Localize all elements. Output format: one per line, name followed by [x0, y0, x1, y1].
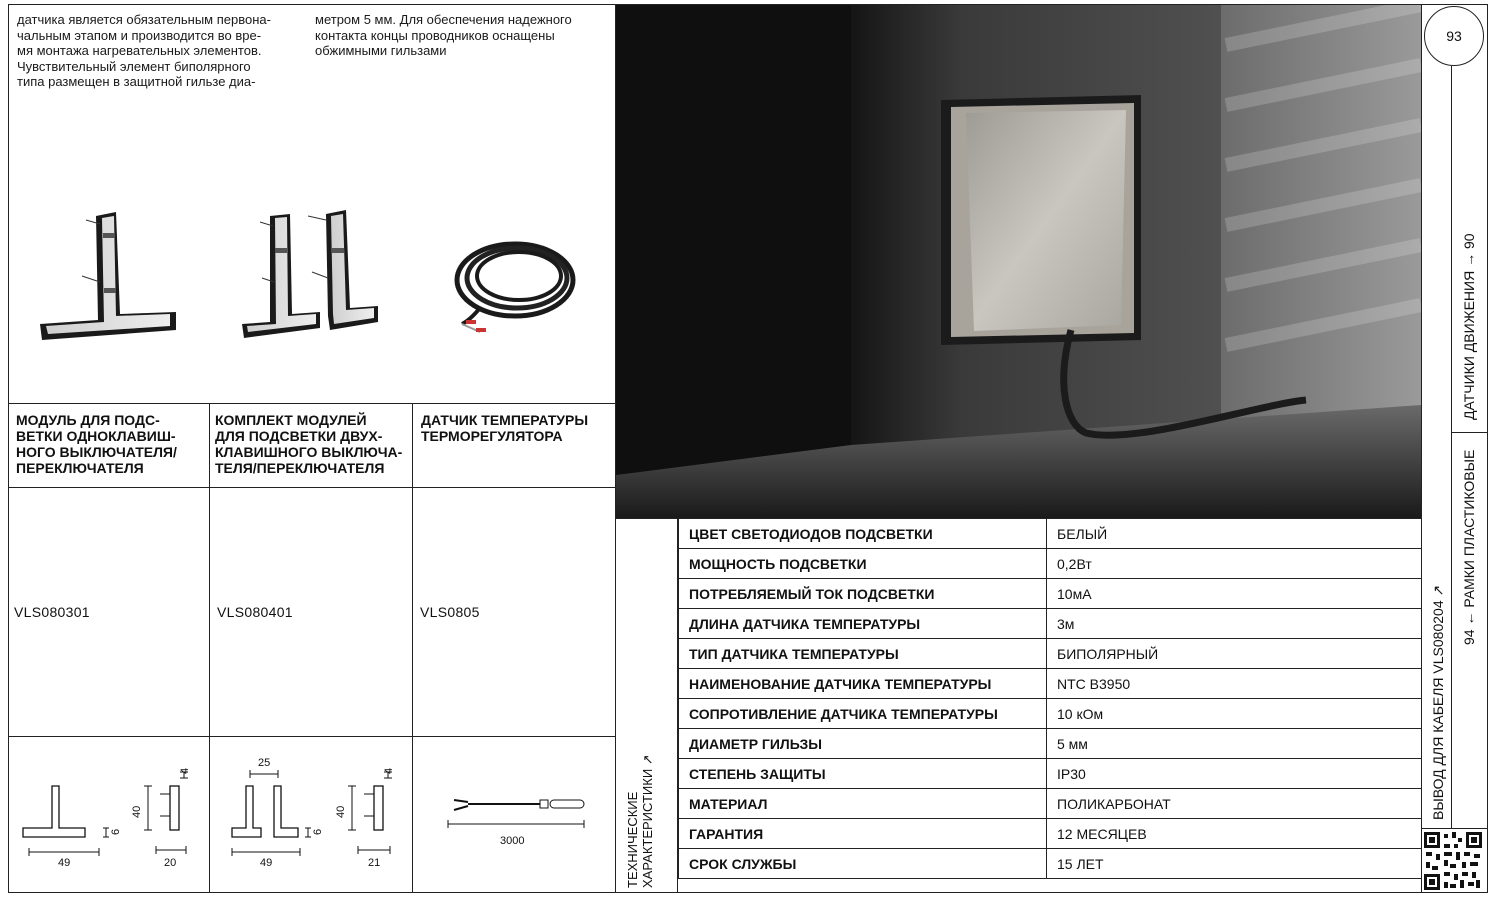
divider: [8, 487, 615, 488]
specs-row: [679, 729, 1422, 759]
section-link[interactable]: ВЫВОД ДЛЯ КАБЕЛЯ VLS080204 ↗: [1430, 584, 1446, 820]
specs-section-label: ТЕХНИЧЕСКИЕ ХАРАКТЕРИСТИКИ ↗: [625, 754, 655, 888]
spec-key: НАИМЕНОВАНИЕ ДАТЧИКА ТЕМПЕРАТУРЫ: [679, 669, 1047, 699]
specs-row: [679, 519, 1422, 549]
spec-value: 3м: [1047, 609, 1422, 639]
spec-key: МАТЕРИАЛ: [679, 789, 1047, 819]
divider: [8, 736, 615, 737]
dimension-drawing-double: [222, 748, 407, 878]
product-title: КОМПЛЕКТ МОДУЛЕЙ ДЛЯ ПОДСВЕТКИ ДВУХ- КЛАВИШНОГО ВЫКЛЮЧА- ТЕЛЯ/ПЕРЕКЛЮЧАТЕЛЯ: [215, 412, 403, 476]
spec-key: ПОТРЕБЛЯЕМЫЙ ТОК ПОДСВЕТКИ: [679, 579, 1047, 609]
product-code: VLS0805: [420, 604, 480, 620]
spec-value: IP30: [1047, 759, 1422, 789]
dim-top: 4: [383, 767, 395, 774]
spec-value: БИПОЛЯРНЫЙ: [1047, 639, 1422, 669]
dim-top: 4: [179, 767, 191, 774]
spec-key: СОПРОТИВЛЕНИЕ ДАТЧИКА ТЕМПЕРАТУРЫ: [679, 699, 1047, 729]
product-image-single-module: [30, 208, 180, 353]
dimension-drawing-single: [20, 748, 205, 878]
product-code: VLS080301: [14, 604, 90, 620]
product-image-double-module: [238, 208, 388, 353]
intro-text-col1: датчика является обязательным первона- чальным этапом и производится во вре- мя монтажа нагревательных элементов. Чувствительный элемент биполярного типа размещен в защитной гильзе диа-: [17, 12, 271, 89]
dim-length: 3000: [500, 835, 525, 847]
spec-value: 12 МЕСЯЦЕВ: [1047, 819, 1422, 849]
spec-key: СТЕПЕНЬ ЗАЩИТЫ: [679, 759, 1047, 789]
page-number: [1424, 6, 1484, 66]
dim-depth: 20: [164, 857, 177, 869]
divider: [209, 404, 210, 893]
dim-thickness: 6: [312, 828, 324, 835]
dim-height: 40: [131, 805, 143, 818]
specs-row: [679, 549, 1422, 579]
spec-key: СРОК СЛУЖБЫ: [679, 849, 1047, 879]
specs-row: [679, 819, 1422, 849]
spec-key: ДЛИНА ДАТЧИКА ТЕМПЕРАТУРЫ: [679, 609, 1047, 639]
intro-text-col2: метром 5 мм. Для обеспечения надежного контакта концы проводников оснащены обжимными гильзами: [315, 12, 572, 58]
dimension-drawing-sensor: [440, 780, 590, 855]
product-title: МОДУЛЬ ДЛЯ ПОДС- ВЕТКИ ОДНОКЛАВИШ- НОГО ВЫКЛЮЧАТЕЛЯ/ ПЕРЕКЛЮЧАТЕЛЯ: [16, 412, 177, 476]
qr-code-icon: [1422, 830, 1484, 892]
spec-value: 10 кОм: [1047, 699, 1422, 729]
specs-table: [678, 518, 1422, 879]
product-code: VLS080401: [217, 604, 293, 620]
divider: [1452, 432, 1488, 433]
spec-key: ГАРАНТИЯ: [679, 819, 1047, 849]
spec-key: ЦВЕТ СВЕТОДИОДОВ ПОДСВЕТКИ: [679, 519, 1047, 549]
divider: [1451, 66, 1452, 828]
nav-prev-link[interactable]: 94 ← РАМКИ ПЛАСТИКОВЫЕ: [1461, 449, 1477, 645]
dim-width: 49: [260, 857, 273, 869]
spec-value: ПОЛИКАРБОНАТ: [1047, 789, 1422, 819]
specs-row: [679, 579, 1422, 609]
dim-width: 49: [58, 857, 71, 869]
dim-height: 40: [335, 805, 347, 818]
spec-value: 10мА: [1047, 579, 1422, 609]
product-image-temperature-sensor: [440, 228, 590, 343]
divider: [8, 403, 615, 404]
specs-row: [679, 669, 1422, 699]
spec-key: ТИП ДАТЧИКА ТЕМПЕРАТУРЫ: [679, 639, 1047, 669]
dim-depth: 21: [368, 857, 381, 869]
specs-row: [679, 759, 1422, 789]
specs-row: [679, 789, 1422, 819]
specs-row: [679, 849, 1422, 879]
spec-value: БЕЛЫЙ: [1047, 519, 1422, 549]
dim-thickness: 6: [110, 828, 122, 835]
spec-value: 5 мм: [1047, 729, 1422, 759]
page-number-label: 93: [1446, 28, 1462, 44]
specs-row: [679, 609, 1422, 639]
specs-row: [679, 699, 1422, 729]
nav-next-link[interactable]: ДАТЧИКИ ДВИЖЕНИЯ → 90: [1461, 233, 1477, 420]
divider: [616, 518, 678, 519]
divider: [412, 404, 413, 893]
spec-key: ДИАМЕТР ГИЛЬЗЫ: [679, 729, 1047, 759]
spec-value: NTC B3950: [1047, 669, 1422, 699]
product-photo: [616, 5, 1421, 518]
spec-value: 15 ЛЕТ: [1047, 849, 1422, 879]
product-title: ДАТЧИК ТЕМПЕРАТУРЫ ТЕРМОРЕГУЛЯТОРА: [421, 412, 589, 444]
spec-value: 0,2Вт: [1047, 549, 1422, 579]
specs-row: [679, 639, 1422, 669]
dim-gap: 25: [258, 757, 271, 769]
spec-key: МОЩНОСТЬ ПОДСВЕТКИ: [679, 549, 1047, 579]
divider: [1421, 828, 1488, 829]
